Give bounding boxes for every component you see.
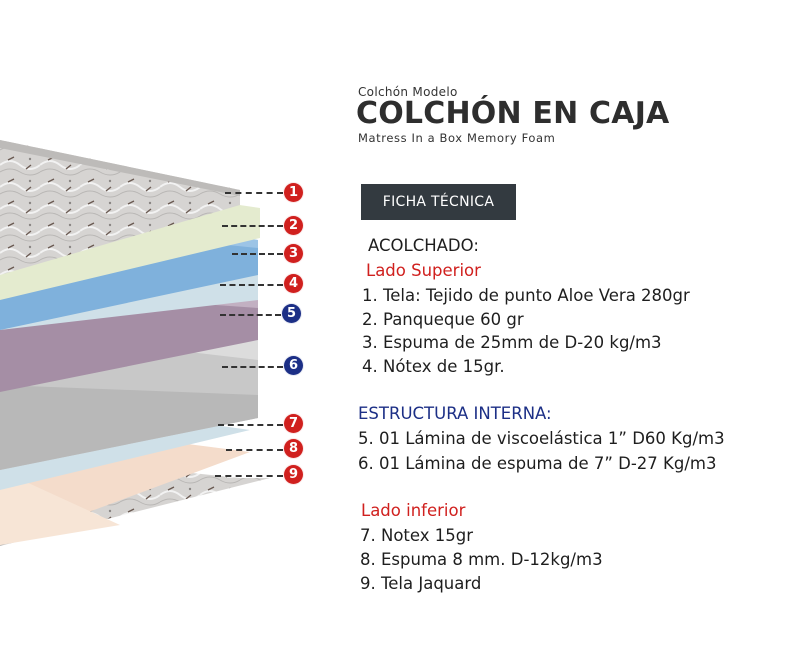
spec-item-5: 5. 01 Lámina de viscoelástica 1” D60 Kg/m3 xyxy=(358,429,725,448)
spec-item-6: 6. 01 Lámina de espuma de 7” D-27 Kg/m3 xyxy=(358,454,717,473)
spec-item-4: 4. Nótex de 15gr. xyxy=(362,357,505,376)
leader-line-9 xyxy=(215,475,283,477)
spec-item-2: 2. Panqueque 60 gr xyxy=(362,310,524,329)
leader-line-6 xyxy=(222,366,283,368)
marker-8: 8 xyxy=(283,438,304,459)
marker-9: 9 xyxy=(283,464,304,485)
leader-line-4 xyxy=(220,284,283,286)
lado-inferior-heading: Lado inferior xyxy=(361,501,466,520)
leader-line-7 xyxy=(218,424,283,426)
spec-item-3: 3. Espuma de 25mm de D-20 kg/m3 xyxy=(362,333,662,352)
acolchado-heading: ACOLCHADO: xyxy=(368,236,479,255)
ficha-tecnica-label: FICHA TÉCNICA xyxy=(361,184,516,220)
spec-item-8: 8. Espuma 8 mm. D-12kg/m3 xyxy=(360,550,603,569)
marker-5: 5 xyxy=(281,303,302,324)
marker-4: 4 xyxy=(283,273,304,294)
marker-2: 2 xyxy=(283,215,304,236)
marker-3: 3 xyxy=(283,243,304,264)
marker-6: 6 xyxy=(283,355,304,376)
leader-line-3 xyxy=(232,253,283,255)
spec-item-7: 7. Notex 15gr xyxy=(360,526,474,545)
product-subtitle: Matress In a Box Memory Foam xyxy=(358,131,556,145)
model-pretitle: Colchón Modelo xyxy=(358,85,458,99)
marker-1: 1 xyxy=(283,182,304,203)
lado-superior-heading: Lado Superior xyxy=(366,261,481,280)
spec-item-9: 9. Tela Jaquard xyxy=(360,574,482,593)
leader-line-2 xyxy=(222,225,283,227)
leader-line-8 xyxy=(226,449,283,451)
leader-line-5 xyxy=(220,314,281,316)
mattress-layers-illustration xyxy=(0,0,320,649)
spec-item-1: 1. Tela: Tejido de punto Aloe Vera 280gr xyxy=(362,286,690,305)
product-title: COLCHÓN EN CAJA xyxy=(356,96,670,131)
estructura-interna-heading: ESTRUCTURA INTERNA: xyxy=(358,404,552,423)
marker-7: 7 xyxy=(283,413,304,434)
leader-line-1 xyxy=(225,192,283,194)
